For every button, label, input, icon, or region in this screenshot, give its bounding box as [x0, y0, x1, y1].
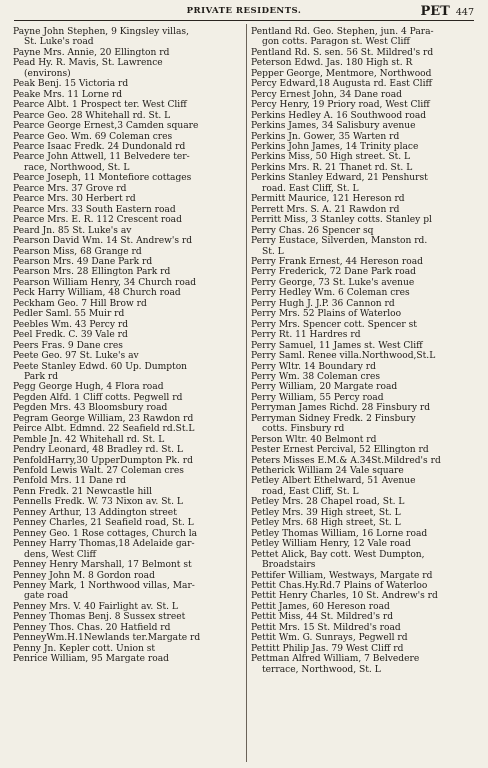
- entry-continuation: St. L: [262, 246, 284, 257]
- directory-entry: [251, 69, 486, 79]
- directory-entry: [13, 278, 248, 288]
- entry-line: Pearce Albt. 1 Prospect ter. West Cliff: [13, 100, 187, 111]
- directory-entry: [13, 476, 248, 486]
- directory-entry: [13, 121, 248, 131]
- directory-entry: [13, 644, 248, 654]
- directory-entry: [13, 487, 248, 497]
- entry-line: Perkins James, 34 Salisbury avenue: [251, 121, 416, 132]
- entry-line: Pearce Mrs. 33 South Eastern road: [13, 204, 176, 215]
- directory-entry: [251, 508, 486, 518]
- entry-line: Pearce Isaac Fredk. 24 Dundonald rd: [13, 141, 186, 152]
- entry-line: Penney Arthur, 13 Addington street: [13, 507, 177, 518]
- directory-entry: [251, 372, 486, 382]
- directory-entry: [13, 90, 248, 100]
- entry-line: Peete Geo. 97 St. Luke's av: [13, 351, 139, 362]
- directory-entry: [13, 633, 248, 643]
- entry-continuation: St. Luke's road: [24, 37, 94, 48]
- directory-entry: [13, 257, 248, 267]
- directory-entry: [13, 382, 248, 392]
- entry-line: Pearce Mrs. 30 Herbert rd: [13, 194, 136, 205]
- directory-entry: [13, 100, 248, 110]
- left-column: [13, 27, 248, 665]
- directory-entry: [251, 581, 486, 591]
- entry-line: Penney Geo. 1 Rose cottages, Church la: [13, 528, 198, 539]
- running-title: PRIVATE RESIDENTS.: [186, 6, 302, 16]
- directory-entry: [13, 424, 248, 434]
- entry-line: Penney Mark, 1 Northwood villas, Mar-: [13, 581, 195, 592]
- directory-entry: [251, 602, 486, 612]
- directory-entry: [13, 215, 248, 225]
- entry-line: Peckham Geo. 7 Hill Brow rd: [13, 298, 147, 309]
- entry-line: Pemble Jn. 42 Whitehall rd. St. L: [13, 434, 165, 445]
- directory-entry: [251, 591, 486, 601]
- entry-line: Petley Albert Ethelward, 51 Avenue: [251, 476, 416, 487]
- entry-line: Percy Ernest John, 34 Dane road: [251, 89, 402, 100]
- directory-entry: [251, 142, 486, 152]
- entry-line: Pearce John Attwell, 11 Belvedere ter-: [13, 152, 190, 163]
- entry-line: Perkins John James, 14 Trinity place: [251, 141, 419, 152]
- entry-continuation: dens, West Cliff: [24, 549, 96, 560]
- entry-line: Pearson Mrs. 49 Dane Park rd: [13, 256, 153, 267]
- directory-entry: [251, 205, 486, 215]
- entry-line: Penn Fredk. 21 Newcastle hill: [13, 486, 153, 497]
- entry-line: Pearson William Henry, 34 Church road: [13, 277, 197, 288]
- entry-line: Pead Hy. R. Mavis, St. Lawrence: [13, 58, 163, 69]
- entry-line: Pettit Mrs. 15 St. Mildred's road: [251, 622, 401, 633]
- entry-line: Perkins Stanley Edward, 21 Penshurst: [251, 173, 428, 184]
- entry-line: Pennells Fredk. W. 73 Nixon av. St. L: [13, 497, 183, 508]
- entry-line: Peake Mrs. 11 Lorne rd: [13, 89, 123, 100]
- entry-line: Peck Harry William, 48 Church road: [13, 288, 181, 299]
- directory-entry: [13, 173, 248, 183]
- directory-entry: [251, 163, 486, 173]
- entry-line: Percy Henry, 19 Priory road, West Cliff: [251, 100, 430, 111]
- entry-line: Pearce Joseph, 11 Montefiore cottages: [13, 173, 192, 184]
- directory-entry: [13, 612, 248, 622]
- entry-line: Peterson Edwd. Jas. 180 High st. R: [251, 58, 413, 69]
- entry-line: Pearce Geo. 28 Whitehall rd. St. L: [13, 110, 171, 121]
- entry-line: Petley Mrs. 28 Chapel road, St. L: [251, 497, 405, 508]
- directory-entry: [13, 539, 248, 560]
- entry-line: Perrett Mrs. S. A. 21 Rawdon rd: [251, 204, 400, 215]
- directory-entry: [251, 445, 486, 455]
- directory-entry: [13, 403, 248, 413]
- directory-entry: [251, 571, 486, 581]
- directory-entry: [251, 351, 486, 361]
- directory-entry: [13, 414, 248, 424]
- entry-line: Perkins Jn. Gower, 35 Warten rd: [251, 131, 400, 142]
- entry-line: Pettit Wm. G. Sunrays, Pegwell rd: [251, 633, 408, 644]
- entry-line: Pearce George Ernest,3 Camden square: [13, 121, 199, 132]
- entry-line: Pettet Alick, Bay cott. West Dumpton,: [251, 549, 425, 560]
- directory-entry: [13, 571, 248, 581]
- directory-entry: [251, 456, 486, 466]
- section-code: PET: [420, 4, 450, 19]
- directory-entry: [13, 497, 248, 507]
- directory-entry: [13, 320, 248, 330]
- directory-entry: [13, 581, 248, 602]
- entry-line: Peak Benj. 15 Victoria rd: [13, 79, 129, 90]
- entry-line: Perry Wltr. 14 Boundary rd: [251, 361, 376, 372]
- directory-entry: [13, 362, 248, 383]
- entry-continuation: race, Northwood, St. L: [24, 162, 130, 173]
- directory-entry: [13, 48, 248, 58]
- directory-entry: [251, 435, 486, 445]
- entry-line: Perry William, 20 Margate road: [251, 382, 398, 393]
- directory-entry: [251, 236, 486, 257]
- directory-entry: [13, 27, 248, 48]
- directory-entry: [13, 435, 248, 445]
- entry-line: Perry Saml. Renee villa.Northwood,St.L: [251, 351, 436, 362]
- entry-line: Petley Mrs. 68 High street, St. L: [251, 518, 401, 529]
- page-number: 447: [455, 7, 474, 18]
- entry-line: Pearson David Wm. 14 St. Andrew's rd: [13, 236, 193, 247]
- directory-entry: [251, 623, 486, 633]
- directory-entry: [13, 184, 248, 194]
- entry-line: Perry Hedley Wm. 6 Coleman cres: [251, 288, 410, 299]
- entry-line: Pettit James, 60 Hereson road: [251, 601, 390, 612]
- directory-entry: [13, 445, 248, 455]
- entry-line: Perry Mrs. 52 Plains of Waterloo: [251, 309, 402, 320]
- directory-entry: [251, 132, 486, 142]
- entry-line: Perry William, 55 Percy road: [251, 392, 384, 403]
- directory-entry: [13, 560, 248, 570]
- directory-entry: [13, 529, 248, 539]
- entry-line: Pettit Henry Charles, 10 St. Andrew's rd: [251, 591, 438, 602]
- entry-line: Perryman Sidney Fredk. 2 Finsbury: [251, 413, 416, 424]
- entry-line: Pegram George William, 23 Rawdon rd: [13, 413, 194, 424]
- directory-entry: [13, 142, 248, 152]
- entry-continuation: Park rd: [24, 371, 59, 382]
- directory-entry: [251, 299, 486, 309]
- directory-entry: [13, 58, 248, 79]
- entry-line: Petley William Henry, 12 Vale road: [251, 539, 411, 550]
- directory-entry: [251, 382, 486, 392]
- entry-line: Peers Fras. 9 Dane cres: [13, 340, 123, 351]
- directory-entry: [251, 152, 486, 162]
- entry-line: Perkins Mrs. R. 21 Thanet rd. St. L: [251, 162, 413, 173]
- directory-entry: [251, 257, 486, 267]
- entry-line: Perry Chas. 26 Spencer sq: [251, 225, 374, 236]
- directory-entry: [251, 58, 486, 68]
- directory-entry: [251, 403, 486, 413]
- directory-entry: [251, 476, 486, 497]
- entry-line: Pettifer William, Westways, Margate rd: [251, 570, 433, 581]
- directory-entry: [251, 393, 486, 403]
- entry-line: Pegden Mrs. 43 Bloomsbury road: [13, 403, 168, 414]
- directory-entry: [13, 351, 248, 361]
- directory-entry: [13, 518, 248, 528]
- entry-line: Penfold Mrs. 11 Dane rd: [13, 476, 126, 487]
- directory-entry: [251, 612, 486, 622]
- directory-entry: [13, 654, 248, 664]
- directory-entry: [251, 414, 486, 435]
- entry-line: Percy Edward,18 Augusta rd. East Cliff: [251, 79, 432, 90]
- directory-entry: [13, 623, 248, 633]
- right-column: [251, 27, 486, 675]
- directory-entry: [251, 48, 486, 58]
- directory-entry: [13, 466, 248, 476]
- directory-entry: [251, 215, 486, 225]
- entry-continuation: cotts. Finsbury rd: [262, 424, 345, 435]
- directory-entry: [13, 194, 248, 204]
- entry-line: Perry Frank Ernest, 44 Hereson road: [251, 256, 423, 267]
- directory-entry: [251, 644, 486, 654]
- entry-line: Pendry Leonard, 48 Bradley rd. St. L: [13, 445, 183, 456]
- entry-continuation: gate road: [24, 591, 69, 602]
- directory-entry: [13, 341, 248, 351]
- directory-entry: [13, 288, 248, 298]
- directory-entry: [251, 194, 486, 204]
- directory-entry: [251, 226, 486, 236]
- entry-line: Permitt Maurice, 121 Hereson rd: [251, 194, 405, 205]
- directory-entry: [13, 309, 248, 319]
- directory-entry: [251, 309, 486, 319]
- directory-entry: [13, 152, 248, 173]
- entry-line: Penney John M. 8 Gordon road: [13, 570, 155, 581]
- entry-line: Pentland Rd. Geo. Stephen, jun. 4 Para-: [251, 27, 434, 37]
- entry-line: Perryman James Richd. 28 Finsbury rd: [251, 403, 431, 414]
- entry-line: Pearce Mrs. 37 Grove rd: [13, 183, 127, 194]
- directory-entry: [251, 320, 486, 330]
- directory-entry: [251, 330, 486, 340]
- entry-line: Peard Jn. 85 St. Luke's av: [13, 225, 132, 236]
- entry-line: Penney Charles, 21 Seafield road, St. L: [13, 518, 194, 529]
- directory-entry: [251, 341, 486, 351]
- entry-line: Pearson Miss, 68 Grange rd: [13, 246, 142, 257]
- directory-entry: [251, 27, 486, 48]
- entry-line: Pettit Miss, 44 St. Mildred's rd: [251, 612, 394, 623]
- directory-entry: [251, 654, 486, 675]
- entry-line: Peters Misses E.M.& A.34St.Mildred's rd: [251, 455, 441, 466]
- directory-entry: [13, 267, 248, 277]
- entry-line: Perry Wm. 38 Coleman cres: [251, 371, 381, 382]
- entry-line: Penney Henry Marshall, 17 Belmont st: [13, 560, 192, 571]
- entry-line: Pester Ernest Percival, 52 Ellington rd: [251, 445, 429, 456]
- directory-entry: [13, 226, 248, 236]
- entry-line: Perry Frederick, 72 Dane Park road: [251, 267, 416, 278]
- directory-entry: [13, 111, 248, 121]
- entry-line: Perry Eustace, Silverden, Manston rd.: [251, 236, 428, 247]
- directory-entry: [13, 330, 248, 340]
- entry-line: Petley Mrs. 39 High street, St. L: [251, 507, 401, 518]
- directory-entry: [13, 132, 248, 142]
- directory-entry: [251, 90, 486, 100]
- entry-continuation: (environs): [24, 68, 71, 79]
- entry-line: Payne John Stephen, 9 Kingsley villas,: [13, 27, 189, 37]
- entry-line: Petley Thomas William, 16 Lorne road: [251, 528, 428, 539]
- entry-line: Penrice William, 95 Margate road: [13, 654, 169, 665]
- directory-entry: [251, 288, 486, 298]
- entry-line: Penney Harry Thomas,18 Adelaide gar-: [13, 539, 195, 550]
- entry-continuation: Broadstairs: [262, 560, 316, 571]
- directory-entry: [251, 633, 486, 643]
- directory-entry: [251, 518, 486, 528]
- entry-line: PenneyWm.H.1Newlands ter.Margate rd: [13, 633, 201, 644]
- entry-line: Petherick William 24 Vale square: [251, 466, 404, 477]
- entry-line: Penney Thos. Chas. 20 Hatfield rd: [13, 622, 171, 633]
- entry-line: Pearce Mrs. E. R. 112 Crescent road: [13, 215, 182, 226]
- directory-entry: [251, 267, 486, 277]
- directory-entry: [251, 100, 486, 110]
- entry-line: PenfoldHarry,30 UpperDumpton Pk. rd: [13, 455, 193, 466]
- entry-line: Perry Samuel, 11 James st. West Cliff: [251, 340, 423, 351]
- directory-entry: [251, 121, 486, 131]
- directory-entry: [251, 529, 486, 539]
- entry-line: Peebles Wm. 43 Percy rd: [13, 319, 129, 330]
- entry-line: Penney Mrs. V. 40 Fairlight av. St. L: [13, 601, 178, 612]
- directory-entry: [251, 497, 486, 507]
- entry-continuation: terrace, Northwood, St. L: [262, 664, 381, 675]
- directory-entry: [13, 205, 248, 215]
- entry-line: Perry George, 73 St. Luke's avenue: [251, 277, 415, 288]
- entry-line: Perry Rt. 11 Hardres rd: [251, 330, 361, 341]
- directory-entry: [251, 278, 486, 288]
- directory-entry: [251, 79, 486, 89]
- entry-line: Pentland Rd. S. sen. 56 St. Mildred's rd: [251, 47, 434, 58]
- entry-line: Perry Mrs. Spencer cott. Spencer st: [251, 319, 417, 330]
- directory-entry: [251, 539, 486, 549]
- entry-line: Peel Fredk. C. 39 Vale rd: [13, 330, 128, 341]
- entry-line: Perry Hugh J. J.P. 36 Cannon rd: [251, 298, 395, 309]
- entry-continuation: gon cotts. Paragon st. West Cliff: [262, 37, 410, 48]
- entry-continuation: road, East Cliff, St. L: [262, 486, 359, 497]
- entry-line: Peete Stanley Edwd. 60 Up. Dumpton: [13, 361, 188, 372]
- page-marker: [421, 4, 475, 19]
- entry-line: Peirce Albt. Edmnd. 22 Seafield rd.St.L: [13, 424, 195, 435]
- entry-line: Pearson Mrs. 28 Ellington Park rd: [13, 267, 171, 278]
- entry-line: Pedler Saml. 55 Muir rd: [13, 309, 125, 320]
- header-rule: [14, 20, 474, 21]
- entry-continuation: road. East Cliff, St. L: [262, 183, 359, 194]
- directory-entry: [13, 247, 248, 257]
- entry-line: Pearce Geo. Wm. 69 Coleman cres: [13, 131, 173, 142]
- directory-entry: [251, 111, 486, 121]
- entry-line: Pettit Chas.Hy.Rd.7 Plains of Waterloo: [251, 581, 428, 592]
- directory-entry: [13, 393, 248, 403]
- directory-entry: [13, 602, 248, 612]
- entry-line: Pegg George Hugh, 4 Flora road: [13, 382, 164, 393]
- entry-line: Pettman Alfred William, 7 Belvedere: [251, 654, 420, 665]
- entry-line: Pettitt Philip Jas. 79 West Cliff rd: [251, 643, 404, 654]
- entry-line: Perritt Miss, 3 Stanley cotts. Stanley pl: [251, 215, 432, 226]
- directory-entry: [13, 236, 248, 246]
- entry-line: Penfold Lewis Walt. 27 Coleman cres: [13, 466, 184, 477]
- entry-line: Person Wltr. 40 Belmont rd: [251, 434, 377, 445]
- page-header: [0, 4, 488, 20]
- entry-line: Perkins Hedley A. 16 Southwood road: [251, 110, 427, 121]
- directory-entry: [251, 550, 486, 571]
- entry-line: Pepper George, Mentmore, Northwood: [251, 68, 432, 79]
- directory-entry: [13, 299, 248, 309]
- entry-line: Pegden Alfd. 1 Cliff cotts. Pegwell rd: [13, 392, 183, 403]
- entry-line: Penney Thomas Benj. 8 Sussex street: [13, 612, 186, 623]
- entry-line: Payne Mrs. Annie, 20 Ellington rd: [13, 47, 170, 58]
- directory-entry: [251, 173, 486, 194]
- directory-entry: [13, 508, 248, 518]
- directory-entry: [13, 79, 248, 89]
- directory-entry: [251, 362, 486, 372]
- directory-entry: [251, 466, 486, 476]
- entry-line: Penny Jn. Kepler cott. Union st: [13, 643, 156, 654]
- directory-entry: [13, 456, 248, 466]
- entry-line: Perkins Miss, 50 High street. St. L: [251, 152, 411, 163]
